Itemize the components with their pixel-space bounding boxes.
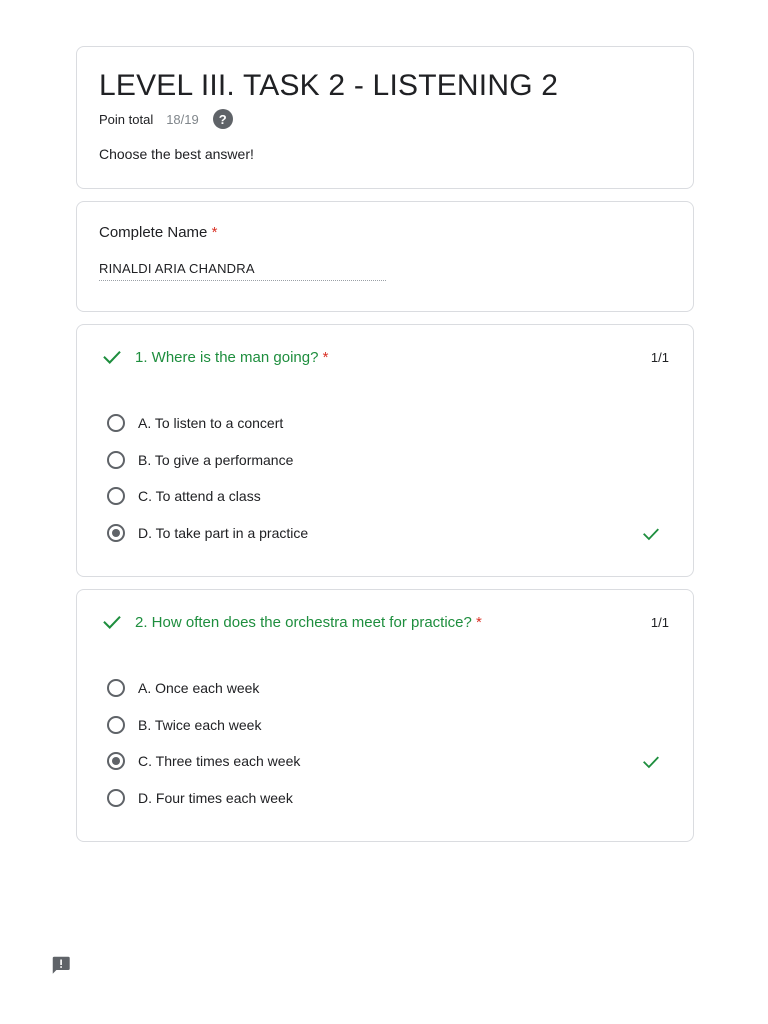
points-total: [99, 109, 233, 129]
radio-button[interactable]: [107, 679, 125, 697]
name-question-label: [99, 224, 217, 241]
radio-button-selected[interactable]: [107, 524, 125, 542]
question-header: [101, 612, 669, 632]
points-label: Poin total: [99, 111, 154, 127]
check-icon: [101, 346, 123, 368]
options-list: [107, 670, 663, 816]
required-asterisk: *: [322, 348, 329, 366]
help-icon[interactable]: ?: [213, 109, 233, 129]
option-label: C. Three times each week: [138, 753, 301, 770]
option-a[interactable]: [107, 405, 663, 442]
option-b[interactable]: [107, 707, 663, 744]
option-label: C. To attend a class: [138, 488, 261, 505]
required-asterisk: *: [476, 613, 482, 631]
option-label: A. To listen to a concert: [138, 415, 284, 432]
form-header-card: [76, 46, 694, 189]
form-description: Choose the best answer!: [99, 146, 254, 162]
option-b[interactable]: [107, 442, 663, 479]
name-question-text: Complete Name: [99, 224, 208, 241]
option-label: A. Once each week: [138, 680, 260, 697]
radio-button[interactable]: [107, 716, 125, 734]
option-label: B. To give a performance: [138, 451, 294, 468]
question-card-1: [76, 324, 694, 577]
radio-button[interactable]: [107, 451, 125, 469]
question-title-text: 1. Where is the man going?: [135, 348, 319, 366]
option-c[interactable]: [107, 478, 663, 515]
feedback-icon[interactable]: [50, 954, 72, 976]
option-label: D. Four times each week: [138, 789, 293, 806]
question-title-text: 2. How often does the orchestra meet for practice?: [135, 613, 472, 631]
option-label: B. Twice each week: [138, 716, 262, 733]
required-asterisk: *: [211, 224, 218, 241]
page-title: LEVEL III. TASK 2 - LISTENING 2: [99, 69, 559, 102]
question-card-2: [76, 589, 694, 842]
option-a[interactable]: [107, 670, 663, 707]
question-score: 1/1: [650, 349, 669, 365]
radio-button[interactable]: [107, 789, 125, 807]
points-value: 18/19: [166, 111, 199, 127]
option-c[interactable]: [107, 743, 663, 780]
question-title: [135, 349, 328, 366]
option-d[interactable]: [107, 780, 663, 817]
question-header: [101, 347, 669, 367]
question-score: 1/1: [650, 614, 669, 630]
name-question-card: [76, 201, 694, 312]
name-answer: RINALDI ARIA CHANDRA: [99, 261, 386, 281]
option-label: D. To take part in a practice: [138, 524, 309, 541]
radio-button-selected[interactable]: [107, 752, 125, 770]
option-d[interactable]: [107, 515, 663, 552]
radio-button[interactable]: [107, 487, 125, 505]
options-list: [107, 405, 663, 551]
check-icon: [641, 524, 661, 544]
radio-button[interactable]: [107, 414, 125, 432]
question-title: [135, 614, 482, 631]
check-icon: [101, 611, 123, 633]
check-icon: [641, 752, 661, 772]
